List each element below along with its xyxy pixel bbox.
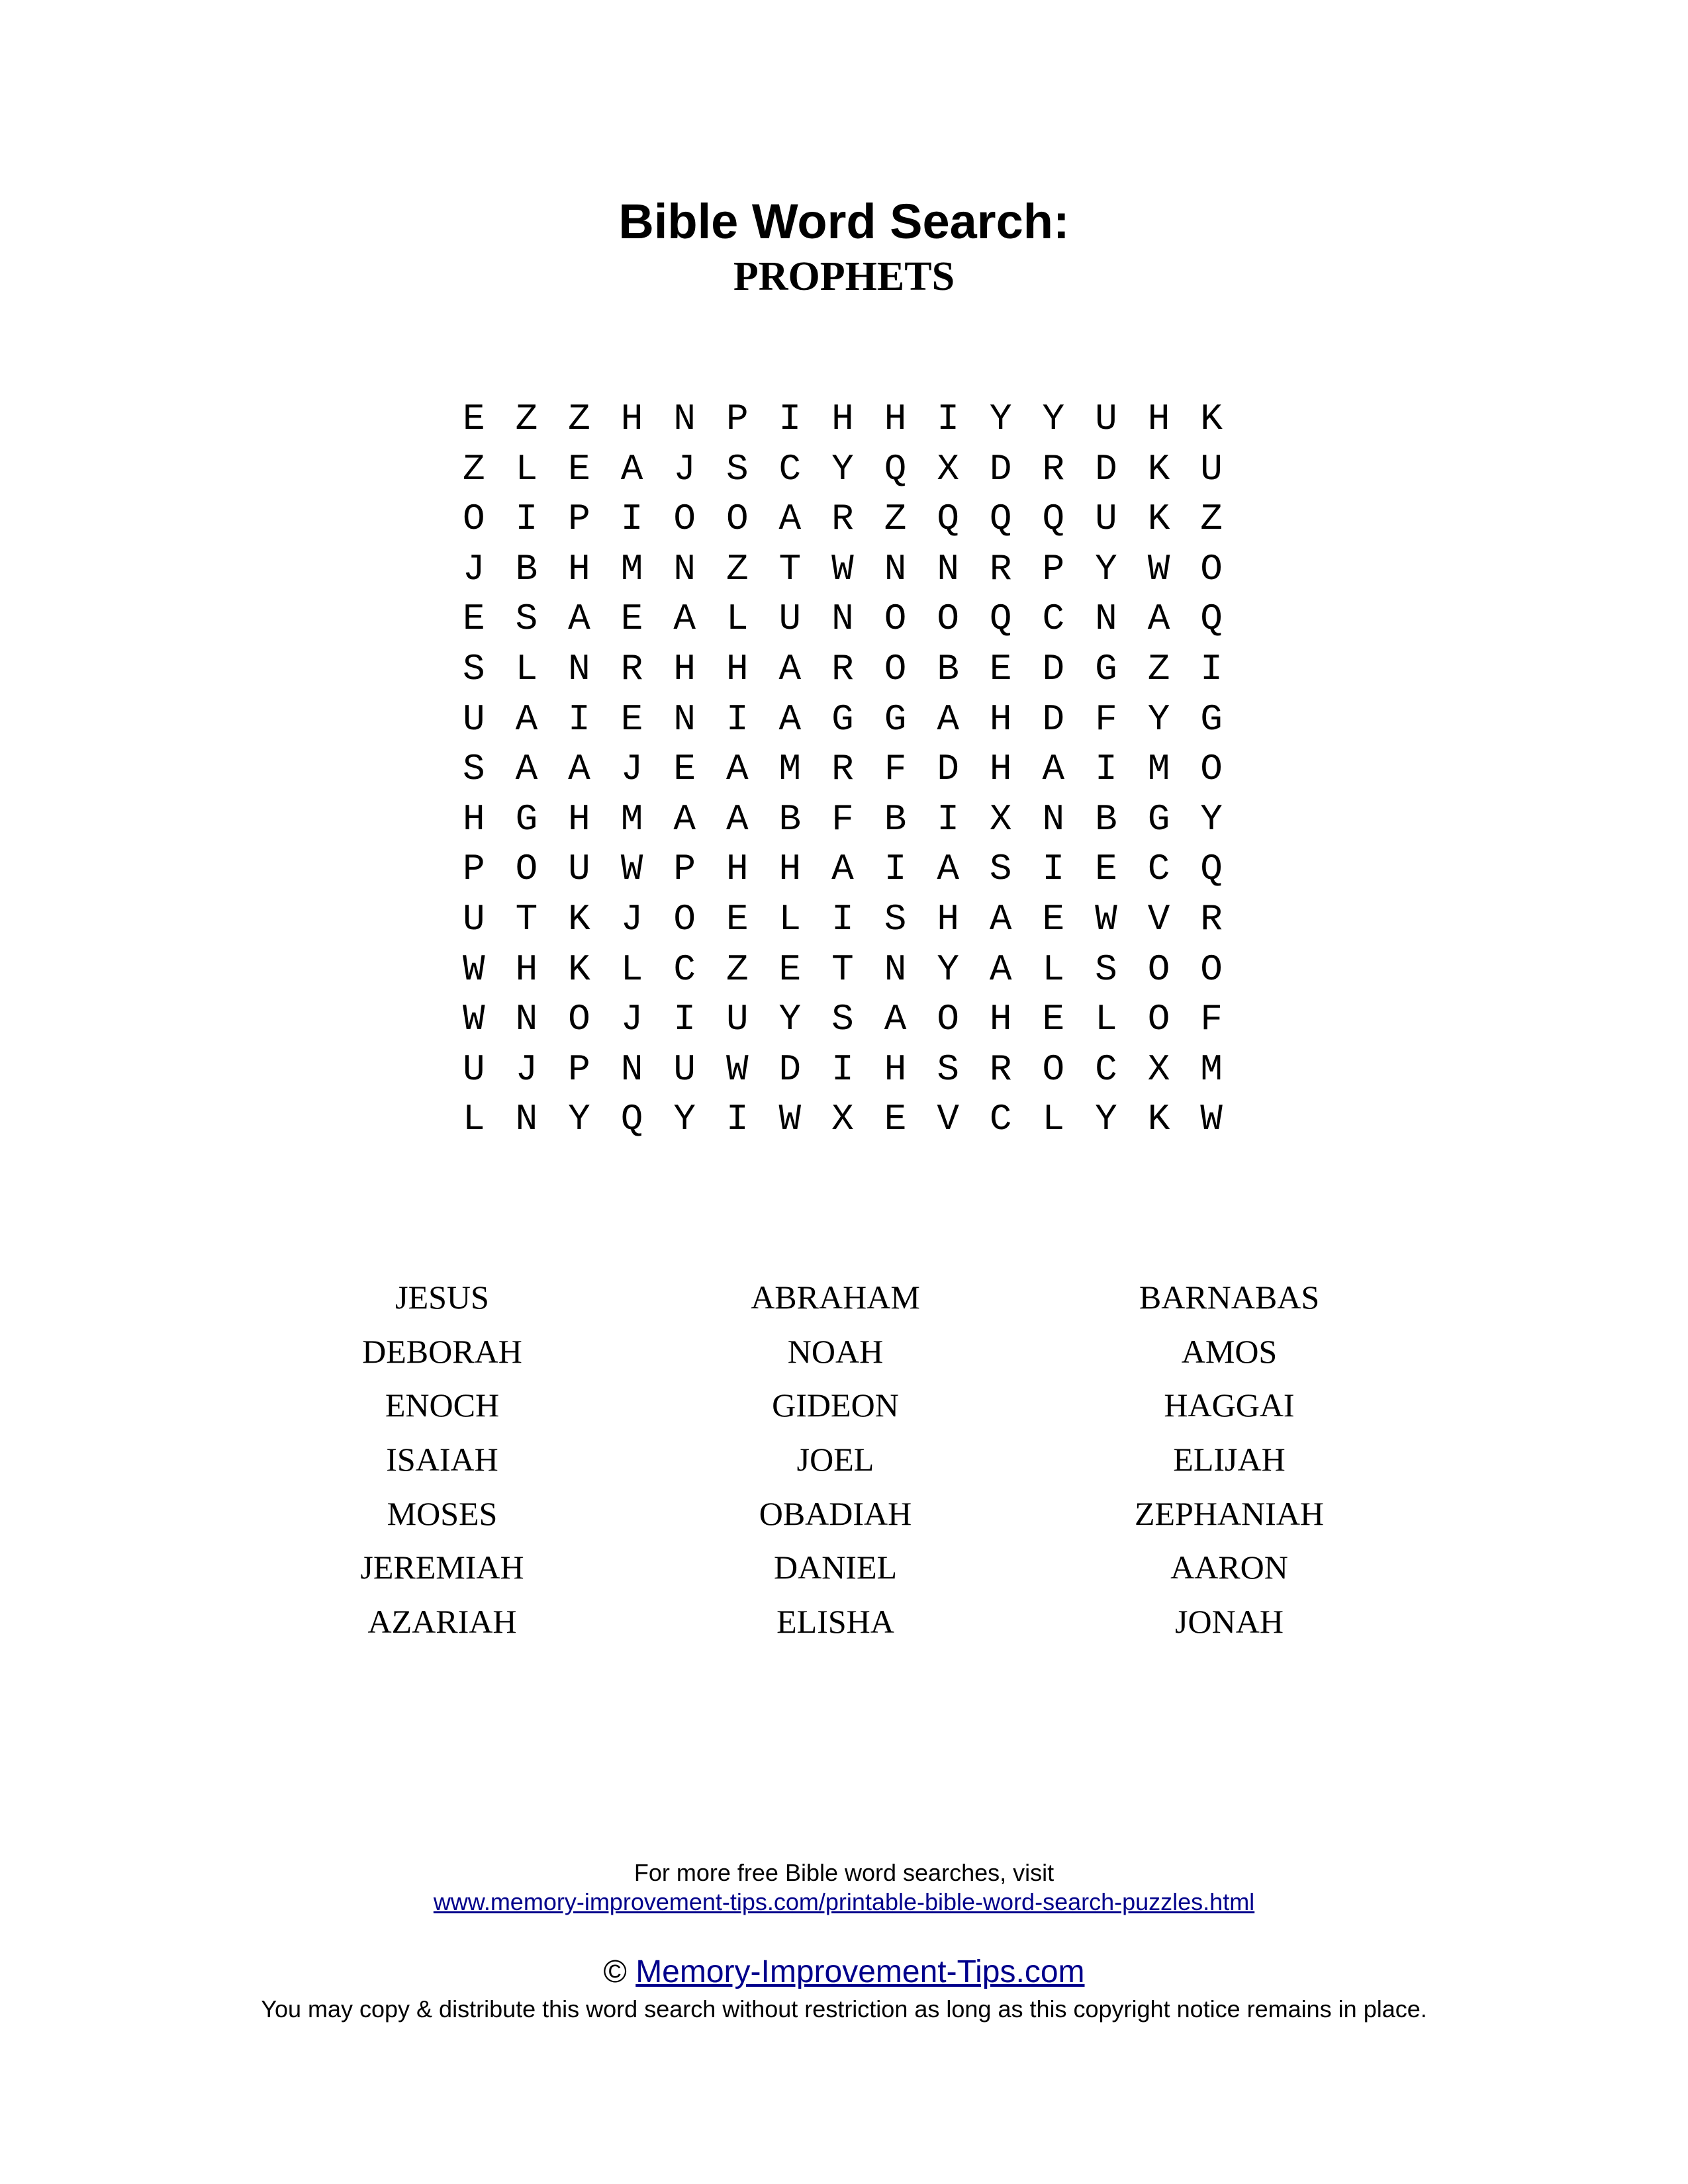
grid-cell: L bbox=[726, 598, 749, 641]
grid-cell: N bbox=[831, 598, 854, 641]
grid-cell: N bbox=[673, 698, 696, 741]
grid-cell: L bbox=[515, 447, 538, 490]
grid-cell: Z bbox=[726, 948, 749, 991]
grid-cell: T bbox=[831, 948, 854, 991]
word-list-item: AMOS bbox=[1181, 1332, 1278, 1370]
word-list-item: ZEPHANIAH bbox=[1134, 1494, 1325, 1532]
grid-cell: A bbox=[884, 998, 907, 1041]
grid-cell: U bbox=[726, 998, 749, 1041]
grid-cell: I bbox=[673, 998, 696, 1041]
grid-cell: T bbox=[778, 547, 802, 590]
grid-cell: Y bbox=[673, 1098, 696, 1141]
word-list-item: ABRAHAM bbox=[751, 1279, 920, 1316]
grid-cell: U bbox=[462, 1048, 485, 1091]
visit-text: For more free Bible word searches, visit bbox=[633, 1859, 1055, 1886]
grid-cell: E bbox=[620, 698, 643, 741]
grid-cell: E bbox=[568, 447, 590, 490]
grid-cell: A bbox=[515, 698, 538, 741]
grid-cell: U bbox=[568, 848, 590, 891]
grid-cell: G bbox=[831, 698, 854, 741]
grid-cell: C bbox=[1095, 1048, 1117, 1091]
grid-cell: Q bbox=[884, 447, 907, 490]
grid-cell: Z bbox=[568, 398, 590, 440]
grid-cell: L bbox=[462, 1098, 485, 1141]
grid-cell: H bbox=[778, 848, 802, 891]
grid-cell: Y bbox=[831, 447, 854, 490]
page-subtitle: PROPHETS bbox=[733, 254, 955, 299]
grid-cell: I bbox=[831, 1048, 854, 1091]
grid-cell: R bbox=[831, 748, 854, 791]
grid-cell: E bbox=[884, 1098, 907, 1141]
word-list-item: OBADIAH bbox=[759, 1494, 912, 1532]
grid-cell: A bbox=[831, 848, 854, 891]
grid-cell: I bbox=[726, 1098, 749, 1141]
grid-cell: U bbox=[778, 598, 802, 641]
grid-cell: I bbox=[515, 498, 538, 541]
grid-cell: O bbox=[726, 498, 749, 541]
word-list-item: HAGGAI bbox=[1164, 1387, 1295, 1424]
grid-cell: Y bbox=[989, 398, 1012, 440]
grid-cell: D bbox=[937, 748, 959, 791]
grid-cell: O bbox=[1200, 547, 1223, 590]
grid-cell: Q bbox=[1200, 848, 1223, 891]
word-list-item: JESUS bbox=[395, 1279, 489, 1316]
grid-cell: A bbox=[937, 698, 959, 741]
grid-cell: O bbox=[568, 998, 590, 1041]
letter-grid bbox=[447, 394, 1238, 1145]
grid-cell: E bbox=[462, 598, 485, 641]
grid-cell: R bbox=[1042, 447, 1065, 490]
grid-cell: E bbox=[989, 647, 1012, 690]
grid-cell: Z bbox=[726, 547, 749, 590]
grid-cell: N bbox=[568, 647, 590, 690]
grid-cell: L bbox=[1042, 948, 1065, 991]
grid-cell: B bbox=[778, 797, 802, 841]
grid-cell: E bbox=[726, 897, 749, 940]
grid-cell: Y bbox=[1042, 398, 1065, 440]
grid-cell: L bbox=[620, 948, 643, 991]
grid-cell: A bbox=[568, 748, 590, 791]
grid-cell: D bbox=[1042, 647, 1065, 690]
grid-cell: C bbox=[778, 447, 802, 490]
grid-cell: L bbox=[1042, 1098, 1065, 1141]
grid-cell: H bbox=[989, 748, 1012, 791]
grid-cell: O bbox=[1147, 998, 1170, 1041]
grid-cell: N bbox=[937, 547, 959, 590]
grid-cell: S bbox=[462, 647, 485, 690]
word-list-item: ISAIAH bbox=[386, 1441, 498, 1479]
grid-cell: H bbox=[989, 698, 1012, 741]
grid-cell: X bbox=[831, 1098, 854, 1141]
grid-cell: C bbox=[1147, 848, 1170, 891]
grid-cell: P bbox=[673, 848, 696, 891]
grid-cell: O bbox=[462, 498, 485, 541]
word-list-item: ELIJAH bbox=[1173, 1441, 1286, 1479]
word-list-column-2 bbox=[670, 1271, 1001, 1649]
grid-cell: A bbox=[778, 498, 802, 541]
grid-cell: P bbox=[462, 848, 485, 891]
grid-cell: Q bbox=[620, 1098, 643, 1141]
grid-cell: M bbox=[620, 797, 643, 841]
grid-cell: S bbox=[1095, 948, 1117, 991]
grid-cell: I bbox=[937, 398, 959, 440]
grid-cell: E bbox=[1042, 897, 1065, 940]
grid-cell: L bbox=[778, 897, 802, 940]
grid-cell: O bbox=[673, 498, 696, 541]
grid-cell: W bbox=[831, 547, 854, 590]
grid-cell: J bbox=[515, 1048, 538, 1091]
grid-cell: Q bbox=[1200, 598, 1223, 641]
word-list-item: NOAH bbox=[787, 1332, 884, 1370]
grid-cell: M bbox=[620, 547, 643, 590]
grid-cell: M bbox=[1200, 1048, 1223, 1091]
grid-cell: J bbox=[462, 547, 485, 590]
grid-cell: R bbox=[1200, 897, 1223, 940]
grid-cell: H bbox=[831, 398, 854, 440]
grid-cell: M bbox=[1147, 748, 1170, 791]
grid-cell: C bbox=[989, 1098, 1012, 1141]
grid-cell: H bbox=[673, 647, 696, 690]
grid-cell: N bbox=[515, 1098, 538, 1141]
grid-cell: R bbox=[989, 1048, 1012, 1091]
grid-cell: E bbox=[462, 398, 485, 440]
word-list-column-1 bbox=[277, 1271, 608, 1649]
grid-cell: R bbox=[831, 498, 854, 541]
word-list-item: JOEL bbox=[796, 1441, 874, 1479]
grid-cell: A bbox=[1042, 748, 1065, 791]
grid-cell: N bbox=[673, 547, 696, 590]
grid-cell: B bbox=[515, 547, 538, 590]
grid-cell: G bbox=[1147, 797, 1170, 841]
grid-cell: W bbox=[778, 1098, 802, 1141]
grid-cell: J bbox=[620, 748, 643, 791]
page-title: Bible Word Search: bbox=[618, 194, 1070, 249]
grid-cell: E bbox=[778, 948, 802, 991]
word-list-column-3 bbox=[1064, 1271, 1395, 1649]
grid-cell: O bbox=[1200, 948, 1223, 991]
grid-cell: N bbox=[673, 398, 696, 440]
grid-cell: U bbox=[462, 897, 485, 940]
grid-cell: E bbox=[673, 748, 696, 791]
grid-cell: B bbox=[1095, 797, 1117, 841]
grid-cell: X bbox=[937, 447, 959, 490]
grid-cell: P bbox=[726, 398, 749, 440]
grid-cell: U bbox=[462, 698, 485, 741]
grid-cell: M bbox=[778, 748, 802, 791]
word-list-item: AZARIAH bbox=[367, 1603, 517, 1641]
grid-cell: S bbox=[989, 848, 1012, 891]
grid-cell: N bbox=[884, 547, 907, 590]
word-list-item: ENOCH bbox=[385, 1387, 500, 1424]
grid-cell: A bbox=[937, 848, 959, 891]
grid-cell: O bbox=[515, 848, 538, 891]
grid-cell: N bbox=[884, 948, 907, 991]
grid-cell: Q bbox=[937, 498, 959, 541]
grid-cell: A bbox=[673, 598, 696, 641]
grid-cell: O bbox=[884, 647, 907, 690]
grid-cell: E bbox=[1095, 848, 1117, 891]
grid-cell: W bbox=[1095, 897, 1117, 940]
grid-cell: A bbox=[989, 948, 1012, 991]
grid-cell: D bbox=[778, 1048, 802, 1091]
grid-cell: R bbox=[831, 647, 854, 690]
grid-cell: N bbox=[515, 998, 538, 1041]
grid-cell: D bbox=[1042, 698, 1065, 741]
grid-cell: Q bbox=[989, 498, 1012, 541]
grid-cell: U bbox=[673, 1048, 696, 1091]
grid-cell: P bbox=[568, 1048, 590, 1091]
grid-cell: Y bbox=[937, 948, 959, 991]
url-line bbox=[0, 1888, 1688, 1917]
grid-cell: Z bbox=[1200, 498, 1223, 541]
grid-cell: J bbox=[620, 897, 643, 940]
grid-cell: G bbox=[884, 698, 907, 741]
grid-cell: W bbox=[1147, 547, 1170, 590]
grid-cell: Y bbox=[1095, 1098, 1117, 1141]
grid-cell: K bbox=[1147, 1098, 1170, 1141]
grid-cell: X bbox=[1147, 1048, 1170, 1091]
grid-cell: T bbox=[515, 897, 538, 940]
grid-cell: J bbox=[673, 447, 696, 490]
grid-cell: P bbox=[568, 498, 590, 541]
word-list-item: BARNABAS bbox=[1139, 1279, 1320, 1316]
grid-cell: I bbox=[1095, 748, 1117, 791]
grid-cell: G bbox=[1095, 647, 1117, 690]
grid-cell: B bbox=[937, 647, 959, 690]
grid-cell: A bbox=[568, 598, 590, 641]
grid-cell: W bbox=[462, 998, 485, 1041]
grid-cell: S bbox=[937, 1048, 959, 1091]
grid-cell: H bbox=[884, 1048, 907, 1091]
grid-cell: Z bbox=[1147, 647, 1170, 690]
grid-cell: Y bbox=[778, 998, 802, 1041]
word-list-item: DANIEL bbox=[773, 1549, 898, 1586]
grid-cell: W bbox=[620, 848, 643, 891]
grid-cell: A bbox=[778, 647, 802, 690]
grid-cell: O bbox=[937, 598, 959, 641]
grid-cell: S bbox=[515, 598, 538, 641]
grid-cell: S bbox=[831, 998, 854, 1041]
grid-cell: Q bbox=[1042, 498, 1065, 541]
grid-cell: H bbox=[989, 998, 1012, 1041]
grid-cell: B bbox=[884, 797, 907, 841]
grid-cell: L bbox=[1095, 998, 1117, 1041]
grid-cell: R bbox=[620, 647, 643, 690]
grid-cell: O bbox=[884, 598, 907, 641]
grid-cell: L bbox=[515, 647, 538, 690]
grid-cell: O bbox=[937, 998, 959, 1041]
grid-cell: H bbox=[620, 398, 643, 440]
copyright-line bbox=[0, 1952, 1688, 1992]
grid-cell: J bbox=[620, 998, 643, 1041]
grid-cell: H bbox=[884, 398, 907, 440]
grid-cell: I bbox=[726, 698, 749, 741]
grid-cell: I bbox=[568, 698, 590, 741]
grid-cell: K bbox=[568, 948, 590, 991]
grid-cell: H bbox=[568, 797, 590, 841]
grid-cell: K bbox=[1200, 398, 1223, 440]
grid-cell: O bbox=[1147, 948, 1170, 991]
grid-cell: H bbox=[1147, 398, 1170, 440]
grid-cell: A bbox=[673, 797, 696, 841]
grid-cell: A bbox=[620, 447, 643, 490]
grid-cell: V bbox=[937, 1098, 959, 1141]
word-list-item: ELISHA bbox=[776, 1603, 894, 1641]
grid-cell: H bbox=[462, 797, 485, 841]
grid-cell: H bbox=[726, 647, 749, 690]
grid-cell: Y bbox=[568, 1098, 590, 1141]
grid-cell: N bbox=[1095, 598, 1117, 641]
grid-cell: A bbox=[726, 797, 749, 841]
grid-cell: Q bbox=[989, 598, 1012, 641]
grid-cell: Y bbox=[1200, 797, 1223, 841]
grid-cell: K bbox=[1147, 498, 1170, 541]
grid-cell: W bbox=[1200, 1098, 1223, 1141]
grid-cell: N bbox=[620, 1048, 643, 1091]
grid-cell: F bbox=[831, 797, 854, 841]
word-list-item: JEREMIAH bbox=[360, 1549, 524, 1586]
grid-cell: V bbox=[1147, 897, 1170, 940]
grid-cell: Z bbox=[884, 498, 907, 541]
grid-cell: I bbox=[1042, 848, 1065, 891]
grid-cell: I bbox=[778, 398, 802, 440]
puzzles-url-link[interactable]: www.memory-improvement-tips.com/printable-bible-word-search-puzzles.html bbox=[433, 1888, 1255, 1915]
grid-cell: Z bbox=[462, 447, 485, 490]
grid-cell: Y bbox=[1147, 698, 1170, 741]
grid-cell: S bbox=[726, 447, 749, 490]
copyright-symbol: © bbox=[603, 1954, 627, 1989]
grid-cell: U bbox=[1095, 398, 1117, 440]
grid-cell: H bbox=[515, 948, 538, 991]
grid-cell: I bbox=[937, 797, 959, 841]
grid-cell: Z bbox=[515, 398, 538, 440]
word-list-item: DEBORAH bbox=[362, 1332, 522, 1370]
grid-cell: A bbox=[1147, 598, 1170, 641]
grid-cell: I bbox=[1200, 647, 1223, 690]
word-list-item: MOSES bbox=[387, 1494, 498, 1532]
grid-cell: I bbox=[884, 848, 907, 891]
grid-cell: G bbox=[1200, 698, 1223, 741]
grid-cell: Y bbox=[1095, 547, 1117, 590]
grid-cell: A bbox=[726, 748, 749, 791]
grid-cell: H bbox=[937, 897, 959, 940]
copyright-notice: You may copy & distribute this word search without restriction as long as this copyright notice remains in place. bbox=[261, 1995, 1427, 2023]
word-list-item: JONAH bbox=[1175, 1603, 1284, 1641]
grid-cell: W bbox=[726, 1048, 749, 1091]
grid-cell: R bbox=[989, 547, 1012, 590]
grid-cell: O bbox=[1200, 748, 1223, 791]
grid-cell: K bbox=[568, 897, 590, 940]
word-list-item: GIDEON bbox=[772, 1387, 899, 1424]
grid-cell: F bbox=[1095, 698, 1117, 741]
grid-cell: E bbox=[620, 598, 643, 641]
grid-cell: A bbox=[778, 698, 802, 741]
grid-cell: K bbox=[1147, 447, 1170, 490]
grid-cell: H bbox=[568, 547, 590, 590]
grid-cell: P bbox=[1042, 547, 1065, 590]
grid-cell: A bbox=[989, 897, 1012, 940]
grid-cell: I bbox=[831, 897, 854, 940]
word-list-item: AARON bbox=[1170, 1549, 1288, 1586]
grid-cell: O bbox=[673, 897, 696, 940]
grid-cell: D bbox=[989, 447, 1012, 490]
grid-cell: N bbox=[1042, 797, 1065, 841]
grid-cell: U bbox=[1200, 447, 1223, 490]
grid-cell: F bbox=[884, 748, 907, 791]
grid-cell: F bbox=[1200, 998, 1223, 1041]
grid-cell: O bbox=[1042, 1048, 1065, 1091]
site-link[interactable]: Memory-Improvement-Tips.com bbox=[635, 1954, 1085, 1989]
grid-cell: H bbox=[726, 848, 749, 891]
grid-cell: I bbox=[620, 498, 643, 541]
grid-cell: D bbox=[1095, 447, 1117, 490]
grid-cell: U bbox=[1095, 498, 1117, 541]
grid-cell: C bbox=[1042, 598, 1065, 641]
grid-cell: S bbox=[462, 748, 485, 791]
grid-cell: X bbox=[989, 797, 1012, 841]
grid-cell: W bbox=[462, 948, 485, 991]
grid-cell: G bbox=[515, 797, 538, 841]
grid-cell: E bbox=[1042, 998, 1065, 1041]
grid-cell: A bbox=[515, 748, 538, 791]
grid-cell: S bbox=[884, 897, 907, 940]
grid-cell: C bbox=[673, 948, 696, 991]
